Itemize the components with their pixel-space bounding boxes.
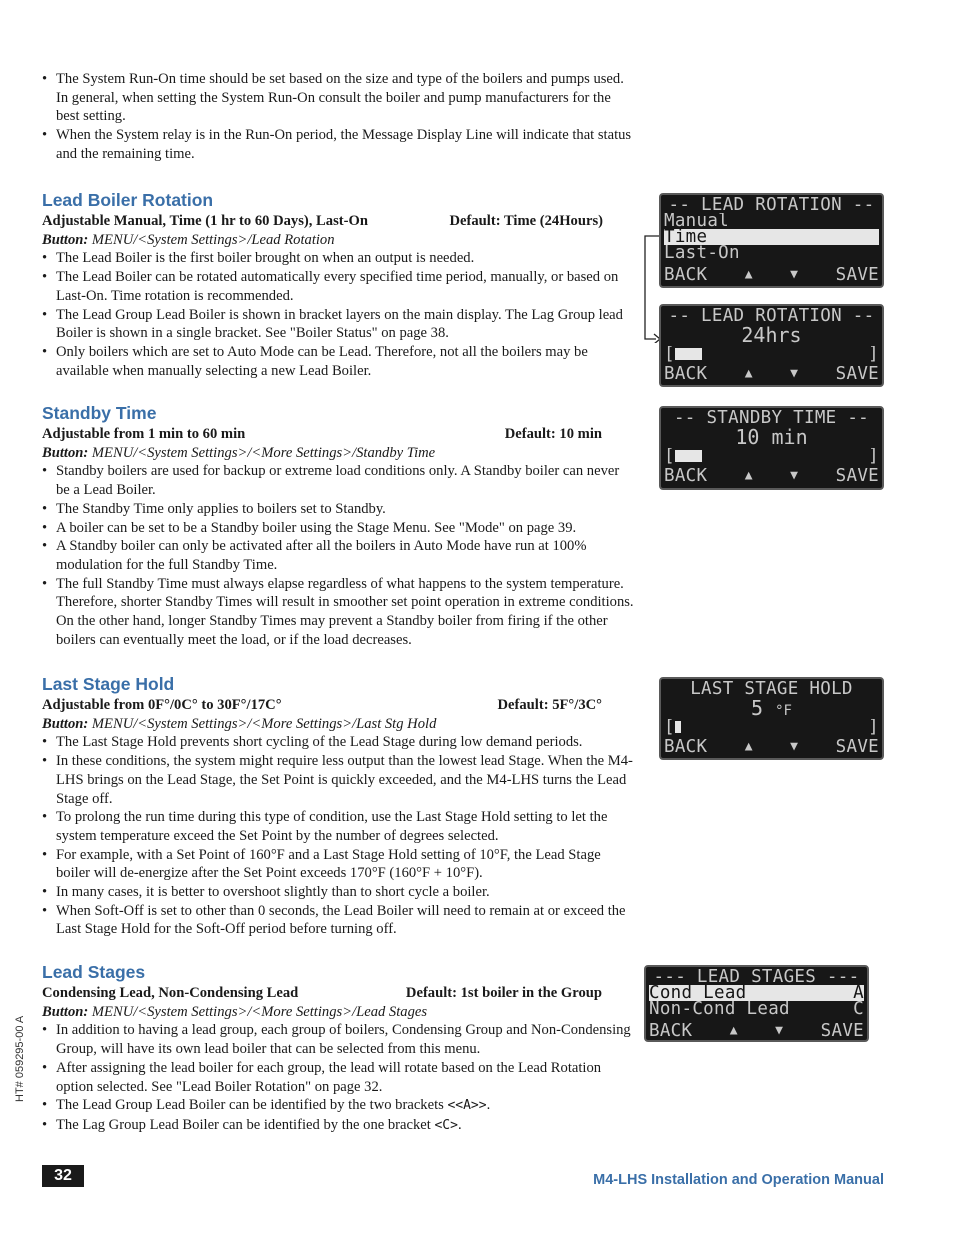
lead-rotation-button-path (42, 231, 634, 250)
last-stage-bullet: • In many cases, it is better to overshoot slightly than to short cycle a boiler. (42, 883, 634, 902)
lcd-back-key[interactable]: BACK (649, 1023, 693, 1039)
page-number: 32 (42, 1165, 84, 1187)
lcd-row-value: C (853, 1001, 864, 1017)
standby-bullet: • A Standby boiler can only be activated after all the boilers in Auto Mode have run at 100% modulation for the full Standby Time. (42, 537, 634, 574)
last-stage-bullet: • To prolong the run time during this type of condition, use the Last Stage Hold setting to let the system temperature exceed the Set Point by the number of degrees selected. (42, 808, 634, 845)
lead-rotation-bullet: • Only boilers which are set to Auto Mode can be Lead. Therefore, not all the boilers may be available when manually selecting a new Lead Boiler. (42, 343, 634, 380)
lead-stages-button-path (42, 1003, 634, 1022)
period: . (486, 1097, 491, 1114)
lcd-save-key[interactable]: SAVE (835, 267, 879, 283)
lead-stages-adjustable-row (42, 984, 634, 1003)
menu-path: MENU/<System Settings>/<More Settings>/Lead Stages (88, 1003, 428, 1020)
lcd-row-non-cond-lead[interactable] (649, 1001, 864, 1017)
lcd-row-label: Non-Cond Lead (649, 1001, 790, 1017)
last-stage-heading: Last Stage Hold (42, 674, 175, 694)
lcd-save-key[interactable]: SAVE (835, 468, 879, 484)
last-stage-bullet: • When Soft-Off is set to other than 0 seconds, the Lead Boiler will need to remain at or exceed the Last Stage Hold for the Soft-Off period before turning off. (42, 902, 634, 939)
lcd-row-value: A (853, 985, 864, 1001)
lcd-bracket-right: ] (868, 346, 879, 362)
lcd-bracket-left: [ (664, 719, 675, 735)
standby-heading: Standby Time (42, 403, 157, 423)
lead-rotation-bullet: • The Lead Boiler can be rotated automatically every specified time period, manually, or based on Last-On. Time rotation is recommended. (42, 268, 634, 305)
lead-stages-default: Default: 1st boiler in the Group (405, 985, 602, 1001)
lcd-lead-rotation-value (659, 304, 884, 387)
standby-bullet: • The full Standby Time must always elapse regardless of what happens to the system temperature. Therefore, shorter Standby Times will result in smoother set point operation in extreme conditions. On the other hand, longer Standby Times may prevent a Standby boiler from firing if the other boilers can eventually meet the load, or if the load decreases. (42, 575, 634, 650)
standby-bullet: • A boiler can be set to be a Standby boiler using the Stage Menu. See "Mode" on page 39. (42, 519, 634, 538)
standby-adjustable-row (42, 425, 634, 444)
lead-rotation-bullet: • The Lead Group Lead Boiler is shown in bracket layers on the main display. The Lag Group lead Boiler is shown in a single bracket. See "Boiler Status" on page 38. (42, 306, 634, 343)
button-label: Button: (42, 444, 89, 461)
lcd-option-time-selected[interactable]: Time (664, 229, 879, 245)
intro-bullet: • When the System relay is in the Run-On period, the Message Display Line will indicate that status and the remaining time. (42, 126, 634, 163)
lcd-softkey-bar (664, 468, 879, 484)
lcd-title: -- STANDBY TIME -- (673, 410, 870, 426)
lead-rotation-bullets (42, 249, 634, 380)
intro-bullet: • The System Run-On time should be set based on the size and type of the boilers and pumps used. In general, when setting the System Run-On consult the boiler and pump manufacturers for the best setting. (42, 70, 634, 126)
lcd-up-arrow-icon[interactable]: ▲ (744, 267, 753, 282)
lcd-row-cond-lead-selected[interactable] (649, 985, 864, 1001)
manual-title: M4-LHS Installation and Operation Manual (593, 1172, 884, 1188)
lcd-bracket-right: ] (868, 719, 879, 735)
lcd-bar-track (664, 346, 702, 362)
lcd-save-key[interactable]: SAVE (820, 1023, 864, 1039)
lcd-level-fill (675, 348, 702, 360)
lcd-bracket-left: [ (664, 448, 675, 464)
lead-stages-section (42, 962, 634, 1136)
last-stage-adjustable: Adjustable from 0F°/0C° to 30F°/17C° (42, 697, 282, 713)
lcd-option-manual[interactable]: Manual (664, 213, 730, 229)
lcd-row-label: Cond Lead (649, 985, 747, 1001)
lead-rotation-adjustable: Adjustable Manual, Time (1 hr to 60 Days), Last-On (42, 213, 368, 229)
lcd-softkey-bar (664, 739, 879, 755)
lcd-save-key[interactable]: SAVE (835, 366, 879, 382)
lead-stages-heading: Lead Stages (42, 962, 146, 982)
lcd-up-arrow-icon[interactable]: ▲ (744, 366, 753, 381)
last-stage-bullet: • For example, with a Set Point of 160°F and a Last Stage Hold setting of 10°F, the Lead Stage boiler will de-energize after the Set Point exceeds 170°F (160°F + 10°F). (42, 846, 634, 883)
lead-group-symbol: <<A>> (447, 1098, 487, 1114)
lcd-bar-track (664, 719, 681, 735)
menu-path: MENU/<System Settings>/Lead Rotation (88, 231, 335, 248)
last-stage-default: Default: 5F°/3C° (497, 697, 602, 713)
lead-stages-bullets (42, 1021, 634, 1135)
standby-button-path (42, 444, 634, 463)
lcd-level-fill (675, 450, 702, 462)
lcd-softkey-bar (664, 366, 879, 382)
period: . (457, 1116, 462, 1133)
last-stage-bullet: • In these conditions, the system might require less output than the lowest lead Stage. When the M4-LHS brings on the Lead Stage, the Set Point is quickly exceeded, and the M4-LHS turns the Lead Stage off. (42, 752, 634, 808)
lcd-title: -- LEAD ROTATION -- (668, 308, 875, 324)
standby-section (42, 403, 634, 649)
standby-adjustable: Adjustable from 1 min to 60 min (42, 426, 246, 442)
lcd-title: --- LEAD STAGES --- (653, 969, 860, 985)
button-label: Button: (42, 1003, 89, 1020)
standby-default: Default: 10 min (504, 426, 602, 442)
lcd-last-stage-hold (659, 677, 884, 760)
lcd-level-bar (664, 346, 879, 362)
lcd-back-key[interactable]: BACK (664, 267, 708, 283)
lcd-level-bar (664, 448, 879, 464)
lcd-bracket-right: ] (868, 448, 879, 464)
lcd-title: LAST STAGE HOLD (690, 681, 853, 697)
standby-bullet: • The Standby Time only applies to boilers set to Standby. (42, 500, 634, 519)
lcd-standby-time (659, 406, 884, 490)
lcd-value: 10 min (735, 425, 808, 449)
last-stage-bullet: • The Last Stage Hold prevents short cycling of the Lead Stage during low demand periods. (42, 733, 634, 752)
button-label: Button: (42, 231, 89, 248)
lead-stages-adjustable: Condensing Lead, Non-Condensing Lead (42, 985, 299, 1001)
menu-path: MENU/<System Settings>/<More Settings>/Last Stg Hold (88, 715, 437, 732)
lcd-title: -- LEAD ROTATION -- (668, 197, 875, 213)
lag-group-symbol: <C> (434, 1117, 458, 1133)
lcd-save-key[interactable]: SAVE (835, 739, 879, 755)
document-number: HT# 059295-00 A (14, 1015, 26, 1102)
lcd-down-arrow-icon[interactable]: ▼ (790, 267, 799, 282)
standby-bullets (42, 462, 634, 649)
lead-stages-bullet: • After assigning the lead boiler for each group, the lead will rotate based on the Lead Rotation option selected. See "Lead Boiler Rotation" on page 32. (42, 1059, 634, 1096)
button-label: Button: (42, 715, 89, 732)
lcd-lead-stages (644, 965, 869, 1042)
lcd-down-arrow-icon[interactable]: ▼ (790, 366, 799, 381)
menu-path: MENU/<System Settings>/<More Settings>/Standby Time (88, 444, 436, 461)
lcd-softkey-bar (649, 1023, 864, 1039)
intro-bullets (42, 70, 634, 164)
last-stage-bullets (42, 733, 634, 939)
lcd-bar-track (664, 448, 702, 464)
lcd-unit: °F (775, 703, 792, 719)
lead-rotation-default: Default: Time (24Hours) (449, 213, 603, 229)
lead-stages-bullet (42, 1096, 634, 1116)
lcd-level-fill (675, 721, 681, 733)
lcd-lead-rotation-menu (659, 193, 884, 288)
lcd-level-bar (664, 719, 879, 735)
lcd-up-arrow-icon[interactable]: ▲ (729, 1023, 738, 1038)
lcd-back-key[interactable]: BACK (664, 739, 708, 755)
last-stage-section (42, 674, 634, 939)
lead-rotation-heading: Lead Boiler Rotation (42, 190, 214, 210)
lcd-up-arrow-icon[interactable]: ▲ (744, 468, 753, 483)
lead-stages-bullet (42, 1116, 634, 1136)
lcd-down-arrow-icon[interactable]: ▼ (775, 1023, 784, 1038)
intro-section (42, 70, 634, 164)
lcd-bracket-left: [ (664, 346, 675, 362)
lag-group-text: The Lag Group Lead Boiler can be identified by the one bracket (56, 1116, 435, 1133)
lcd-value-row (664, 697, 879, 719)
lead-group-text: The Lead Group Lead Boiler can be identified by the two brackets (56, 1097, 448, 1114)
lcd-down-arrow-icon[interactable]: ▼ (790, 468, 799, 483)
lcd-softkey-bar (664, 267, 879, 283)
lcd-back-key[interactable]: BACK (664, 366, 708, 382)
lcd-option-last-on[interactable]: Last-On (664, 245, 740, 261)
lcd-down-arrow-icon[interactable]: ▼ (790, 739, 799, 754)
lead-rotation-section (42, 190, 634, 380)
lcd-back-key[interactable]: BACK (664, 468, 708, 484)
lead-rotation-bullet: • The Lead Boiler is the first boiler brought on when an output is needed. (42, 249, 634, 268)
lead-rotation-adjustable-row (42, 212, 634, 231)
lcd-up-arrow-icon[interactable]: ▲ (744, 739, 753, 754)
standby-bullet: • Standby boilers are used for backup or extreme load conditions only. A Standby boiler can never be a Lead Boiler. (42, 462, 634, 499)
last-stage-adjustable-row (42, 696, 634, 715)
lcd-value: 5 (751, 696, 764, 720)
lcd-value: 24hrs (741, 323, 802, 347)
lead-stages-bullet: • In addition to having a lead group, each group of boilers, Condensing Group and Non-Condensing Group, will have its own lead boiler that can be selected from this menu. (42, 1021, 634, 1058)
last-stage-button-path (42, 715, 634, 734)
